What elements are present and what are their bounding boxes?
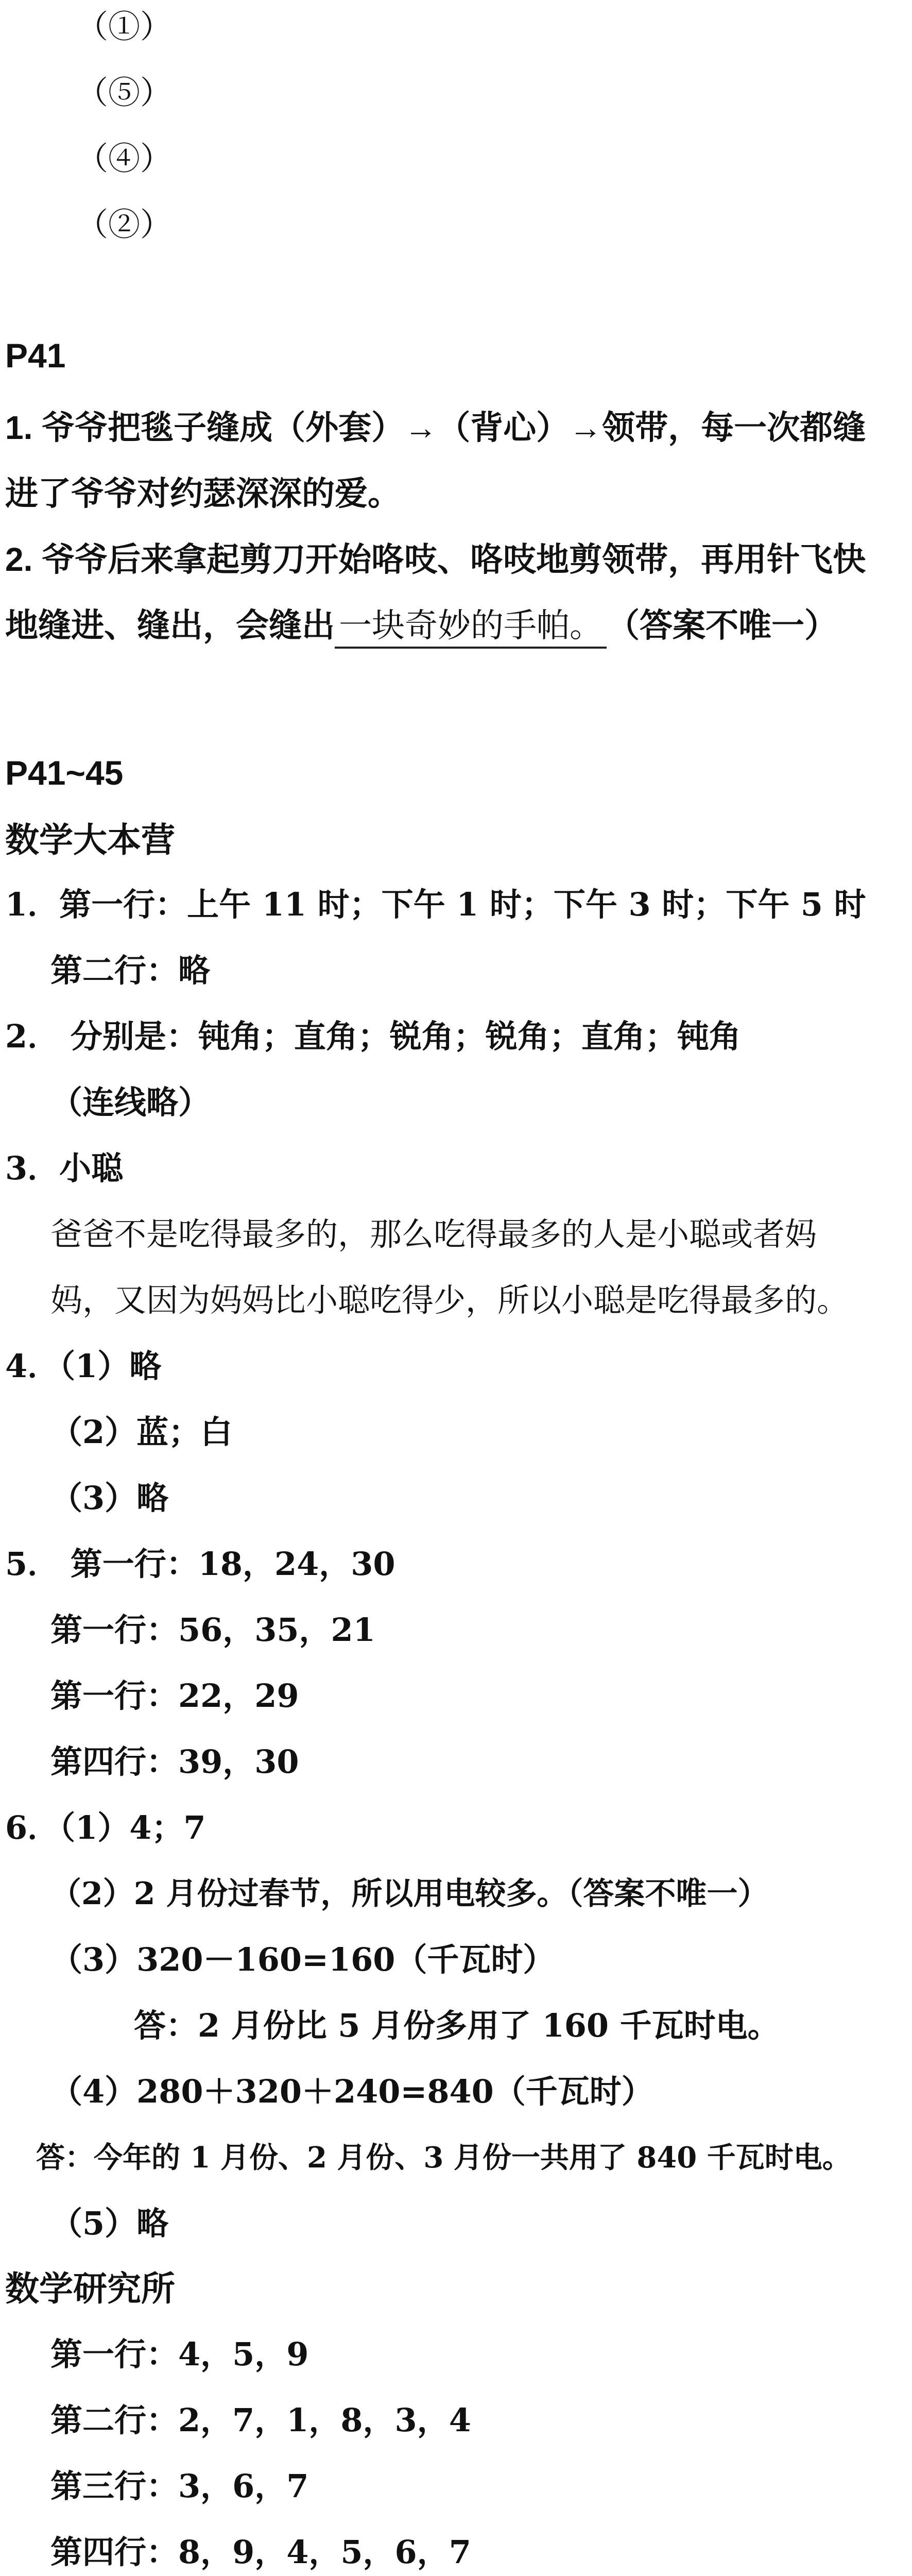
choice-answer-1: （①） bbox=[76, 8, 173, 45]
math-research-line: 第四行：8，9，4，5，6，7 bbox=[50, 2533, 471, 2571]
subsection-title-math-research: 数学研究所 bbox=[5, 2269, 175, 2308]
math-camp-line: 4．（1）略 bbox=[5, 1347, 162, 1385]
math-camp-line: （2）蓝；白 bbox=[50, 1413, 233, 1451]
choice-answer-2: （⑤） bbox=[76, 74, 173, 111]
math-camp-line: （3）略 bbox=[50, 1479, 169, 1517]
math-camp-line: 妈，又因为妈妈比小聪吃得少，所以小聪是吃得最多的。 bbox=[50, 1281, 849, 1319]
p41-question-2-line-1: 2. 爷爷后来拿起剪刀开始咯吱、咯吱地剪领带，再用针飞快 bbox=[5, 541, 866, 578]
section-title-p41-45: P41~45 bbox=[5, 754, 124, 792]
p41-q2-handwritten-answer: 一块奇妙的手帕。 bbox=[335, 605, 607, 649]
choice-answer-4: （②） bbox=[76, 206, 173, 243]
math-camp-line: 答：今年的 1 月份、2 月份、3 月份一共用了 840 千瓦时电。 bbox=[36, 2141, 851, 2175]
math-camp-line: （5）略 bbox=[50, 2205, 169, 2242]
choice-answer-3: （④） bbox=[76, 140, 173, 177]
math-camp-line: 答：2 月份比 5 月份多用了 160 千瓦时电。 bbox=[134, 2007, 780, 2044]
math-research-line: 第一行：4，5，9 bbox=[50, 2335, 309, 2373]
math-camp-line: 第一行：56，35，21 bbox=[50, 1611, 375, 1649]
math-research-line: 第三行：3，6，7 bbox=[50, 2467, 309, 2505]
math-camp-line: 第四行：39，30 bbox=[50, 1743, 299, 1781]
math-camp-line: （连线略） bbox=[50, 1083, 211, 1121]
subsection-title-math-camp: 数学大本营 bbox=[5, 821, 175, 859]
math-camp-line: 5． 第一行：18，24，30 bbox=[5, 1545, 395, 1583]
math-camp-line: 爸爸不是吃得最多的，那么吃得最多的人是小聪或者妈 bbox=[50, 1215, 817, 1253]
p41-question-1-line-2: 进了爷爷对约瑟深深的爱。 bbox=[5, 475, 401, 512]
math-camp-line: 2． 分别是：钝角；直角；锐角；锐角；直角；钝角 bbox=[5, 1018, 741, 1055]
math-camp-line: （4）280＋320＋240=840（千瓦时） bbox=[50, 2073, 653, 2110]
math-camp-line: 第一行：22，29 bbox=[50, 1677, 299, 1715]
p41-question-2-line-2 bbox=[5, 605, 837, 649]
math-camp-line: 第二行：略 bbox=[50, 952, 211, 989]
math-camp-line: 6．（1）4；7 bbox=[5, 1809, 206, 1846]
math-camp-line: 3．小聪 bbox=[5, 1149, 124, 1187]
p41-question-1-line-1: 1. 爷爷把毯子缝成（外套）→（背心）→领带，每一次都缝 bbox=[5, 409, 866, 446]
p41-q2-suffix: （答案不唯一） bbox=[607, 607, 837, 644]
math-camp-line: （3）320－160=160（千瓦时） bbox=[50, 1941, 555, 1978]
p41-q2-prefix: 地缝进、缝出，会缝出 bbox=[5, 607, 335, 644]
math-camp-line: 1．第一行：上午 11 时；下午 1 时；下午 3 时；下午 5 时 bbox=[5, 886, 866, 923]
math-research-line: 第二行：2，7，1，8，3，4 bbox=[50, 2401, 471, 2439]
math-camp-line: （2）2 月份过春节，所以用电较多。（答案不唯一） bbox=[50, 1876, 769, 1912]
section-title-p41: P41 bbox=[5, 336, 66, 375]
